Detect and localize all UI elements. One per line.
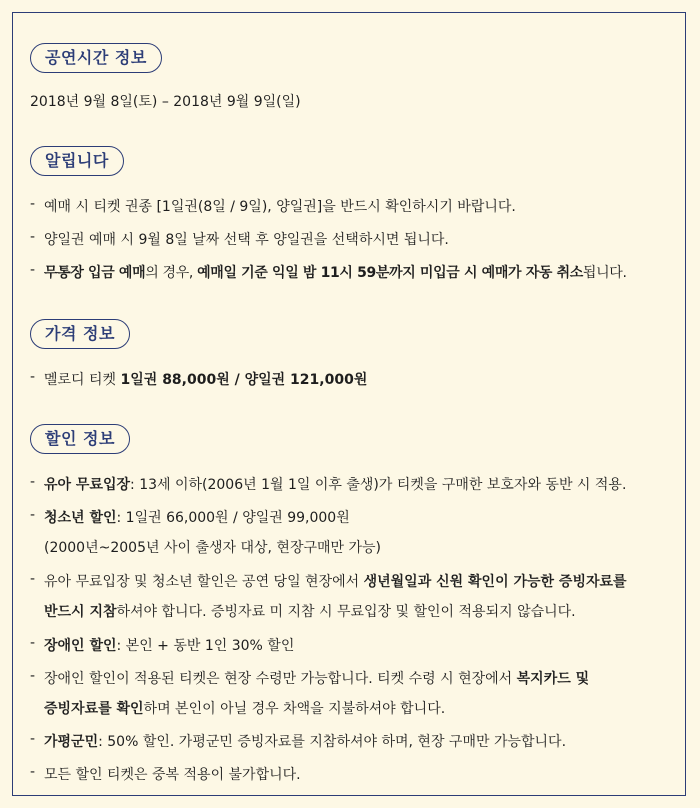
price-section <box>30 319 675 349</box>
bullet-dash: - <box>30 369 36 385</box>
disability-pickup-text-2: 하며 본인이 아닐 경우 차액을 지불하셔야 합니다. <box>143 701 446 717</box>
ticket-prices: 1일권 88,000원 / 양일권 121,000원 <box>120 372 368 388</box>
must-bring-emphasis: 반드시 지참 <box>44 604 117 620</box>
price-heading: 가격 정보 <box>30 319 130 349</box>
verify-proof-emphasis: 증빙자료를 확인 <box>44 701 144 717</box>
youth-discount-text: : 1일권 66,000원 / 양일권 99,000원 <box>116 510 350 526</box>
no-duplicate-discount: 모든 할인 티켓은 중복 적용이 불가합니다. <box>44 767 301 783</box>
id-proof-emphasis: 생년월일과 신원 확인이 가능한 증빙자료를 <box>363 574 627 590</box>
discount-item <box>30 474 675 494</box>
youth-discount-note: (2000년~2005년 사이 출생자 대상, 현장구매만 가능) <box>44 540 381 556</box>
info-panel <box>12 12 686 796</box>
bullet-dash: - <box>30 764 36 780</box>
discount-item <box>30 668 675 718</box>
bank-transfer-label: 무통장 입금 예매 <box>44 265 146 281</box>
notice-item <box>30 229 675 249</box>
discount-item <box>30 507 675 557</box>
discount-item <box>30 571 675 621</box>
melody-ticket-label: 멜로디 티켓 <box>44 372 121 388</box>
bullet-dash: - <box>30 507 36 523</box>
infant-free-label: 유아 무료입장 <box>44 477 131 493</box>
disability-discount-label: 장애인 할인 <box>44 638 117 654</box>
auto-cancel-rule: 예매일 기준 익일 밤 11시 59분까지 미입금 시 예매가 자동 취소 <box>197 265 583 281</box>
price-item <box>30 369 675 389</box>
discount-item <box>30 635 675 655</box>
notice-item <box>30 262 675 282</box>
notice-heading: 알립니다 <box>30 146 124 176</box>
notice-two-day-ticket: 양일권 예매 시 9월 8일 날짜 선택 후 양일권을 선택하시면 됩니다. <box>44 232 449 248</box>
notice-item <box>30 196 675 216</box>
performance-time-body <box>30 91 675 111</box>
discount-heading: 할인 정보 <box>30 424 130 454</box>
bullet-dash: - <box>30 571 36 587</box>
id-proof-text: 유아 무료입장 및 청소년 할인은 공연 당일 현장에서 <box>44 574 364 590</box>
youth-discount-label: 청소년 할인 <box>44 510 117 526</box>
welfare-card-emphasis: 복지카드 및 <box>516 671 590 687</box>
performance-time-heading: 공연시간 정보 <box>30 43 162 73</box>
disability-discount-text: : 본인 + 동반 1인 30% 할인 <box>116 638 295 654</box>
infant-free-text: : 13세 이하(2006년 1월 1일 이후 출생)가 티켓을 구매한 보호자와 동반 시 적용. <box>130 477 627 493</box>
performance-time-section <box>30 43 675 73</box>
bullet-dash: - <box>30 474 36 490</box>
notice-text: 의 경우, <box>145 265 198 281</box>
performance-dates: 2018년 9월 8일(토) – 2018년 9월 9일(일) <box>30 94 301 110</box>
disability-pickup-text: 장애인 할인이 적용된 티켓은 현장 수령만 가능합니다. 티켓 수령 시 현장에서 <box>44 671 517 687</box>
gapyeong-resident-text: : 50% 할인. 가평군민 증빙자료를 지참하셔야 하며, 현장 구매만 가능합니다. <box>98 734 567 750</box>
bullet-dash: - <box>30 196 36 212</box>
bullet-dash: - <box>30 668 36 684</box>
discount-section <box>30 424 675 454</box>
bullet-dash: - <box>30 262 35 278</box>
bullet-dash: - <box>30 635 36 651</box>
bullet-dash: - <box>30 731 36 747</box>
id-proof-text-2: 하셔야 합니다. 증빙자료 미 지참 시 무료입장 및 할인이 적용되지 않습니다. <box>116 604 576 620</box>
bullet-dash: - <box>30 229 36 245</box>
discount-item <box>30 764 675 784</box>
discount-item <box>30 731 675 751</box>
notice-ticket-type: 예매 시 티켓 권종 [1일권(8일 / 9일), 양일권]을 반드시 확인하시기 바랍니다. <box>44 199 516 215</box>
gapyeong-resident-label: 가평군민 <box>44 734 99 750</box>
notice-section <box>30 146 675 176</box>
notice-text: 됩니다. <box>582 265 627 281</box>
